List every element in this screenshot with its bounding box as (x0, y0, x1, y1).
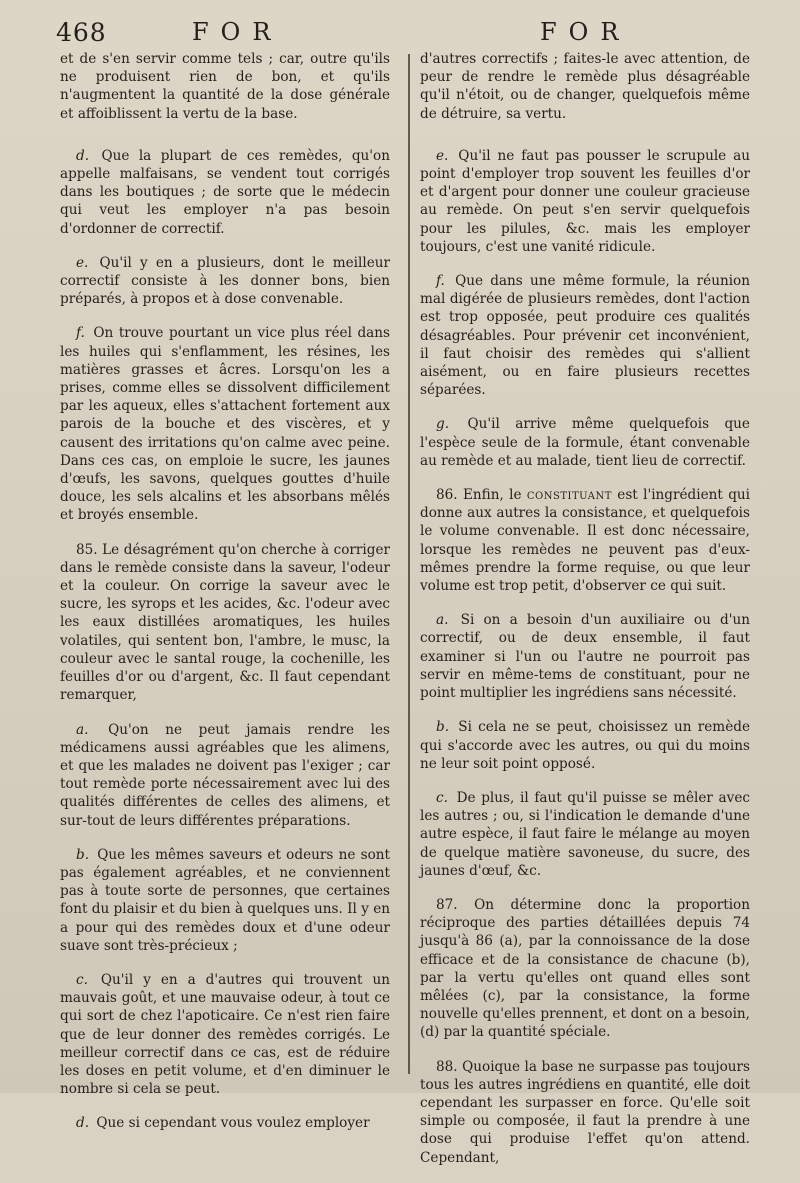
paragraph-label: d. (76, 147, 90, 164)
paragraph-label: c. (76, 971, 88, 988)
paragraph-text: Si on a besoin d'un auxiliaire ou d'un correctif, ou de deux ensemble, il faut examiner si l'un ou l'autre ne pourroit pas servir en même-tems de constituant, pour ne point multiplier les ingrédiens sans nécessité. (420, 612, 750, 702)
paragraph-text: Quoique la base ne surpasse pas toujours tous les autres ingrédiens en quantité, elle doit cependant les surpasser en force. Qu'elle soit simple ou composée, il faut la prendre à une dose qui produise l'effet qu'on attend. Cependant, (420, 1058, 750, 1166)
paragraph-text: Que les mêmes saveurs et odeurs ne sont pas également agréables, et ne conviennent pas à toute sorte de personnes, que certaines font du plaisir et du bien à quelques uns. Il y en a pour qui des remèdes doux et d'une odeur suave sont très-précieux ; (60, 846, 390, 954)
paragraph-87 (420, 896, 750, 1042)
paragraph-text: On trouve pourtant un vice plus réel dans les huiles qui s'enflamment, les résines, les matières grasses et âcres. Lorsqu'on les a prises, comme elles se dissolvent difficilement par les aqueux, elles s'attachent fortement aux parois de la bouche et des viscères, et y causent des irritations qu'on calme avec peine. Dans ces cas, on emploie le sucre, les jaunes d'œufs, les savons, quelques gouttes d'huile douce, les sels alcalins et les absorbans mêlés et broyés ensemble. (60, 325, 390, 524)
paragraph-label: f. (436, 273, 445, 290)
paragraph-85 (60, 541, 390, 705)
paragraph-label: d. (76, 1115, 90, 1132)
column-divider (408, 54, 410, 1074)
paragraph-continuation (420, 50, 750, 123)
paragraph-text: Que dans une même formule, la réunion mal digérée de plusieurs remèdes, dont l'action est trop opposée, peut produire ces qualités désagréables. Pour prévenir cet inconvénient, il faut choisir des remèdes qui s'allient aisément, ou en faire plusieurs recettes séparées. (420, 273, 750, 399)
right-column (420, 50, 750, 1183)
paragraph-d-2 (60, 1114, 390, 1132)
paragraph-label: b. (436, 719, 450, 736)
paragraph-f (60, 324, 390, 524)
paragraph-number: 86. (436, 487, 458, 504)
paragraph-label: b. (76, 846, 90, 863)
paragraph-label: c. (436, 789, 448, 806)
paragraph-d (60, 147, 390, 238)
paragraph-text: Le désagrément qu'on cherche à corriger dans le remède consiste dans la saveur, l'odeur et la couleur. On corrige la saveur avec le sucre, les syrops et les acides, &c. l'odeur avec les eaux distillées aromatiques, les huiles volatiles, qui sentent bon, l'ambre, le musc, la couleur avec le santal rouge, la cochenille, les feuilles d'or ou d'argent, &c. Il faut cependant remarquer, (60, 541, 390, 704)
paragraph-text: De plus, il faut qu'il puisse se mêler avec les autres ; ou, si l'indication le demande d'une autre espèce, il faut faire le mélange au moyen de quelque matière savoneuse, du sucre, des jaunes d'œuf, &c. (420, 789, 750, 879)
paragraph-c (420, 789, 750, 880)
paragraph-text: Qu'il y en a d'autres qui trouvent un mauvais goût, et une mauvaise odeur, à tout ce qui sort de chez l'apoticaire. Ce n'est rien faire que de leur donner des remèdes corrigés. Le meilleur correctif dans ce cas, est de réduire les doses en petit volume, et d'en diminuer le nombre si cela se peut. (60, 971, 390, 1098)
paragraph-g (420, 415, 750, 470)
paragraph-number: 85. (76, 541, 98, 558)
term-constituant: constituant (526, 487, 612, 504)
running-head-right: FOR (540, 18, 631, 46)
paragraph-label: a. (76, 721, 89, 738)
paragraph-b (420, 718, 750, 773)
paragraph-label: g. (436, 416, 450, 433)
paragraph-text: Si cela ne se peut, choisissez un remède qui s'accorde avec les autres, ou qui du moins ne leur soit point opposé. (420, 719, 750, 772)
paragraph-text: Que si cependant vous voulez employer (96, 1115, 370, 1132)
left-column (60, 50, 390, 1149)
paragraph-text: Que la plupart de ces remèdes, qu'on appelle malfaisans, se vendent tout corrigés dans les boutiques ; de sorte que le médecin qui veut les employer n'a pas besoin d'ordonner de correctif. (60, 147, 390, 237)
paragraph-label: e. (436, 147, 449, 164)
paragraph-text: Qu'il arrive même quelquefois que l'espèce seule de la formule, étant convenable au remède et au malade, tient lieu de correctif. (420, 416, 750, 469)
paragraph-a (60, 721, 390, 830)
paragraph-label: e. (76, 254, 89, 271)
paragraph-b (60, 846, 390, 955)
paragraph-f (420, 272, 750, 399)
paragraph-text: Qu'il y en a plusieurs, dont le meilleur correctif consiste à les donner bons, bien préparés, à propos et à dose convenable. (60, 254, 390, 308)
paragraph-text-after: est l'ingrédient qui donne aux autres la consistance, et quelquefois le volume convenable. Il est donc nécessaire, lorsque les remèdes ne peuvent pas d'eux-mêmes prendre la forme requise, ou que leur volume est trop petit, d'observer ce qui suit. (420, 487, 751, 595)
paragraph-text: On détermine donc la proportion réciproque des parties détaillées depuis 74 jusqu'à 86 (a), par la connoissance de la dose efficace et de la consistance de chacune (b), par la vertu qu'elles ont quand elles sont mêlées (c), par la consistance, la forme nouvelle qu'elles prennent, et dont on a besoin, (d) par la quantité spéciale. (420, 896, 750, 1041)
paragraph-88 (420, 1058, 750, 1167)
paragraph-number: 88. (436, 1058, 458, 1075)
paragraph-text: Qu'il ne faut pas pousser le scrupule au point d'employer trop souvent les feuilles d'or et d'argent pour donner une couleur gracieuse au remède. On peut s'en servir quelquefois pour les pilules, &c. mais les employer toujours, c'est une vanité ridicule. (420, 147, 750, 255)
paragraph-c (60, 971, 390, 1098)
paragraph-label: f. (76, 325, 85, 342)
paragraph-text-before: Enfin, le (462, 487, 527, 504)
paragraph-number: 87. (436, 896, 458, 913)
paragraph-a (420, 611, 750, 702)
running-head-left: FOR (192, 18, 283, 46)
paragraph-e (420, 147, 750, 256)
paragraph-text: d'autres correctifs ; faites-le avec attention, de peur de rendre le remède plus désagréable qu'il n'étoit, ou de changer, quelquefois même de détruire, sa vertu. (420, 51, 750, 122)
paragraph-text: Qu'on ne peut jamais rendre les médicamens aussi agréables que les alimens, et que les malades ne doivent pas l'exiger ; car tout remède porte nécessairement avec lui des qualités différentes de celles des alimens, et sur-tout de leurs différentes préparations. (60, 721, 391, 829)
paragraph-e (60, 254, 390, 309)
paragraph-continuation (60, 50, 390, 123)
paragraph-text: et de s'en servir comme tels ; car, outre qu'ils ne produisent rien de bon, et qu'ils n'augmentent la quantité de la dose générale et affoiblissent la vertu de la base. (60, 51, 390, 122)
page-number: 468 (56, 18, 107, 47)
paragraph-label: a. (436, 612, 449, 629)
paragraph-86 (420, 486, 750, 595)
